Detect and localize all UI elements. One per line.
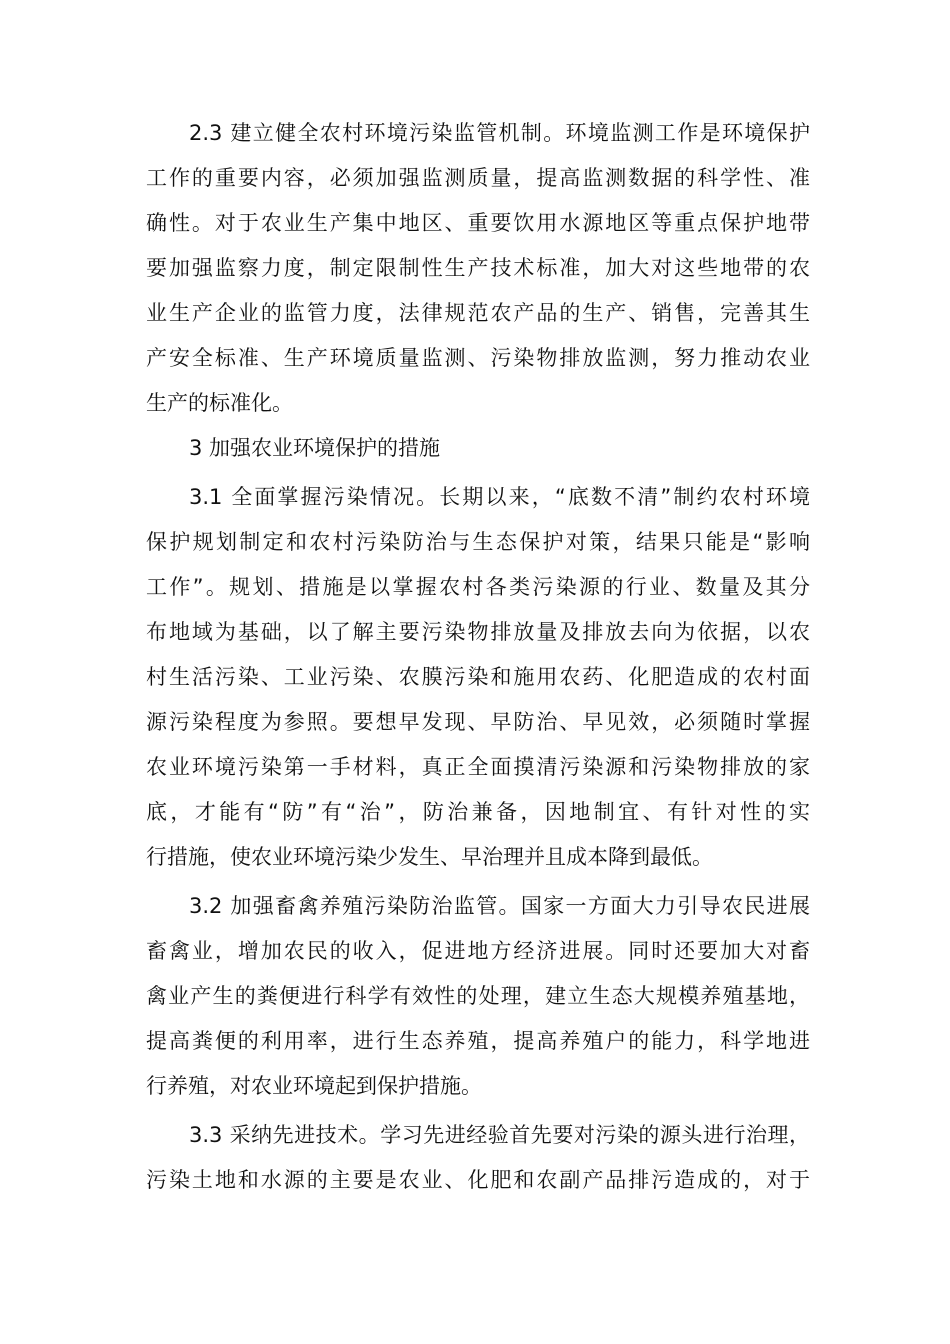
- text-line: 村生活污染、工业污染、农膜污染和施用农药、化肥造成的农村面: [146, 665, 810, 689]
- section-heading: 3 加强农业环境保护的措施: [189, 436, 441, 460]
- text-line: 3.3 采纳先进技术。学习先进经验首先要对污染的源头进行治理，: [189, 1123, 810, 1147]
- text-line: 提高粪便的利用率，进行生态养殖，提高养殖户的能力，科学地进: [146, 1029, 810, 1053]
- text-line: 行措施，使农业环境污染少发生、早治理并且成本降到最低。: [146, 845, 713, 869]
- text-line: 禽业产生的粪便进行科学有效性的处理，建立生态大规模养殖基地，: [146, 984, 810, 1008]
- text-line: 业生产企业的监管力度，法律规范农产品的生产、销售，完善其生: [146, 301, 810, 325]
- text-line: 确性。对于农业生产集中地区、重要饮用水源地区等重点保护地带: [146, 211, 810, 235]
- text-line: 3.2 加强畜禽养殖污染防治监管。国家一方面大力引导农民进展: [189, 894, 810, 918]
- text-line: 农业环境污染第一手材料，真正全面摸清污染源和污染物排放的家: [146, 755, 810, 779]
- text-line: 产安全标准、生产环境质量监测、污染物排放监测，努力推动农业: [146, 346, 810, 370]
- text-line: 源污染程度为参照。要想早发现、早防治、早见效，必须随时掌握: [146, 710, 810, 734]
- text-line: 工作的重要内容，必须加强监测质量，提高监测数据的科学性、准: [146, 166, 810, 190]
- text-line: 畜禽业，增加农民的收入，促进地方经济进展。同时还要加大对畜: [146, 939, 810, 963]
- text-line: 2.3 建立健全农村环境污染监管机制。环境监测工作是环境保护: [189, 121, 810, 145]
- text-line: 行养殖，对农业环境起到保护措施。: [146, 1074, 482, 1098]
- text-line: 3.1 全面掌握污染情况。长期以来，“底数不清”制约农村环境: [189, 485, 810, 509]
- text-line: 污染土地和水源的主要是农业、化肥和农副产品排污造成的，对于: [146, 1168, 810, 1192]
- text-line: 生产的标准化。: [146, 391, 293, 415]
- text-line: 底，才能有“防”有“治”，防治兼备，因地制宜、有针对性的实: [146, 800, 810, 824]
- text-line: 要加强监察力度，制定限制性生产技术标准，加大对这些地带的农: [146, 256, 810, 280]
- text-line: 保护规划制定和农村污染防治与生态保护对策，结果只能是“影响: [146, 530, 810, 554]
- text-line: 工作”。规划、措施是以掌握农村各类污染源的行业、数量及其分: [146, 575, 810, 599]
- text-line: 布地域为基础，以了解主要污染物排放量及排放去向为依据，以农: [146, 620, 810, 644]
